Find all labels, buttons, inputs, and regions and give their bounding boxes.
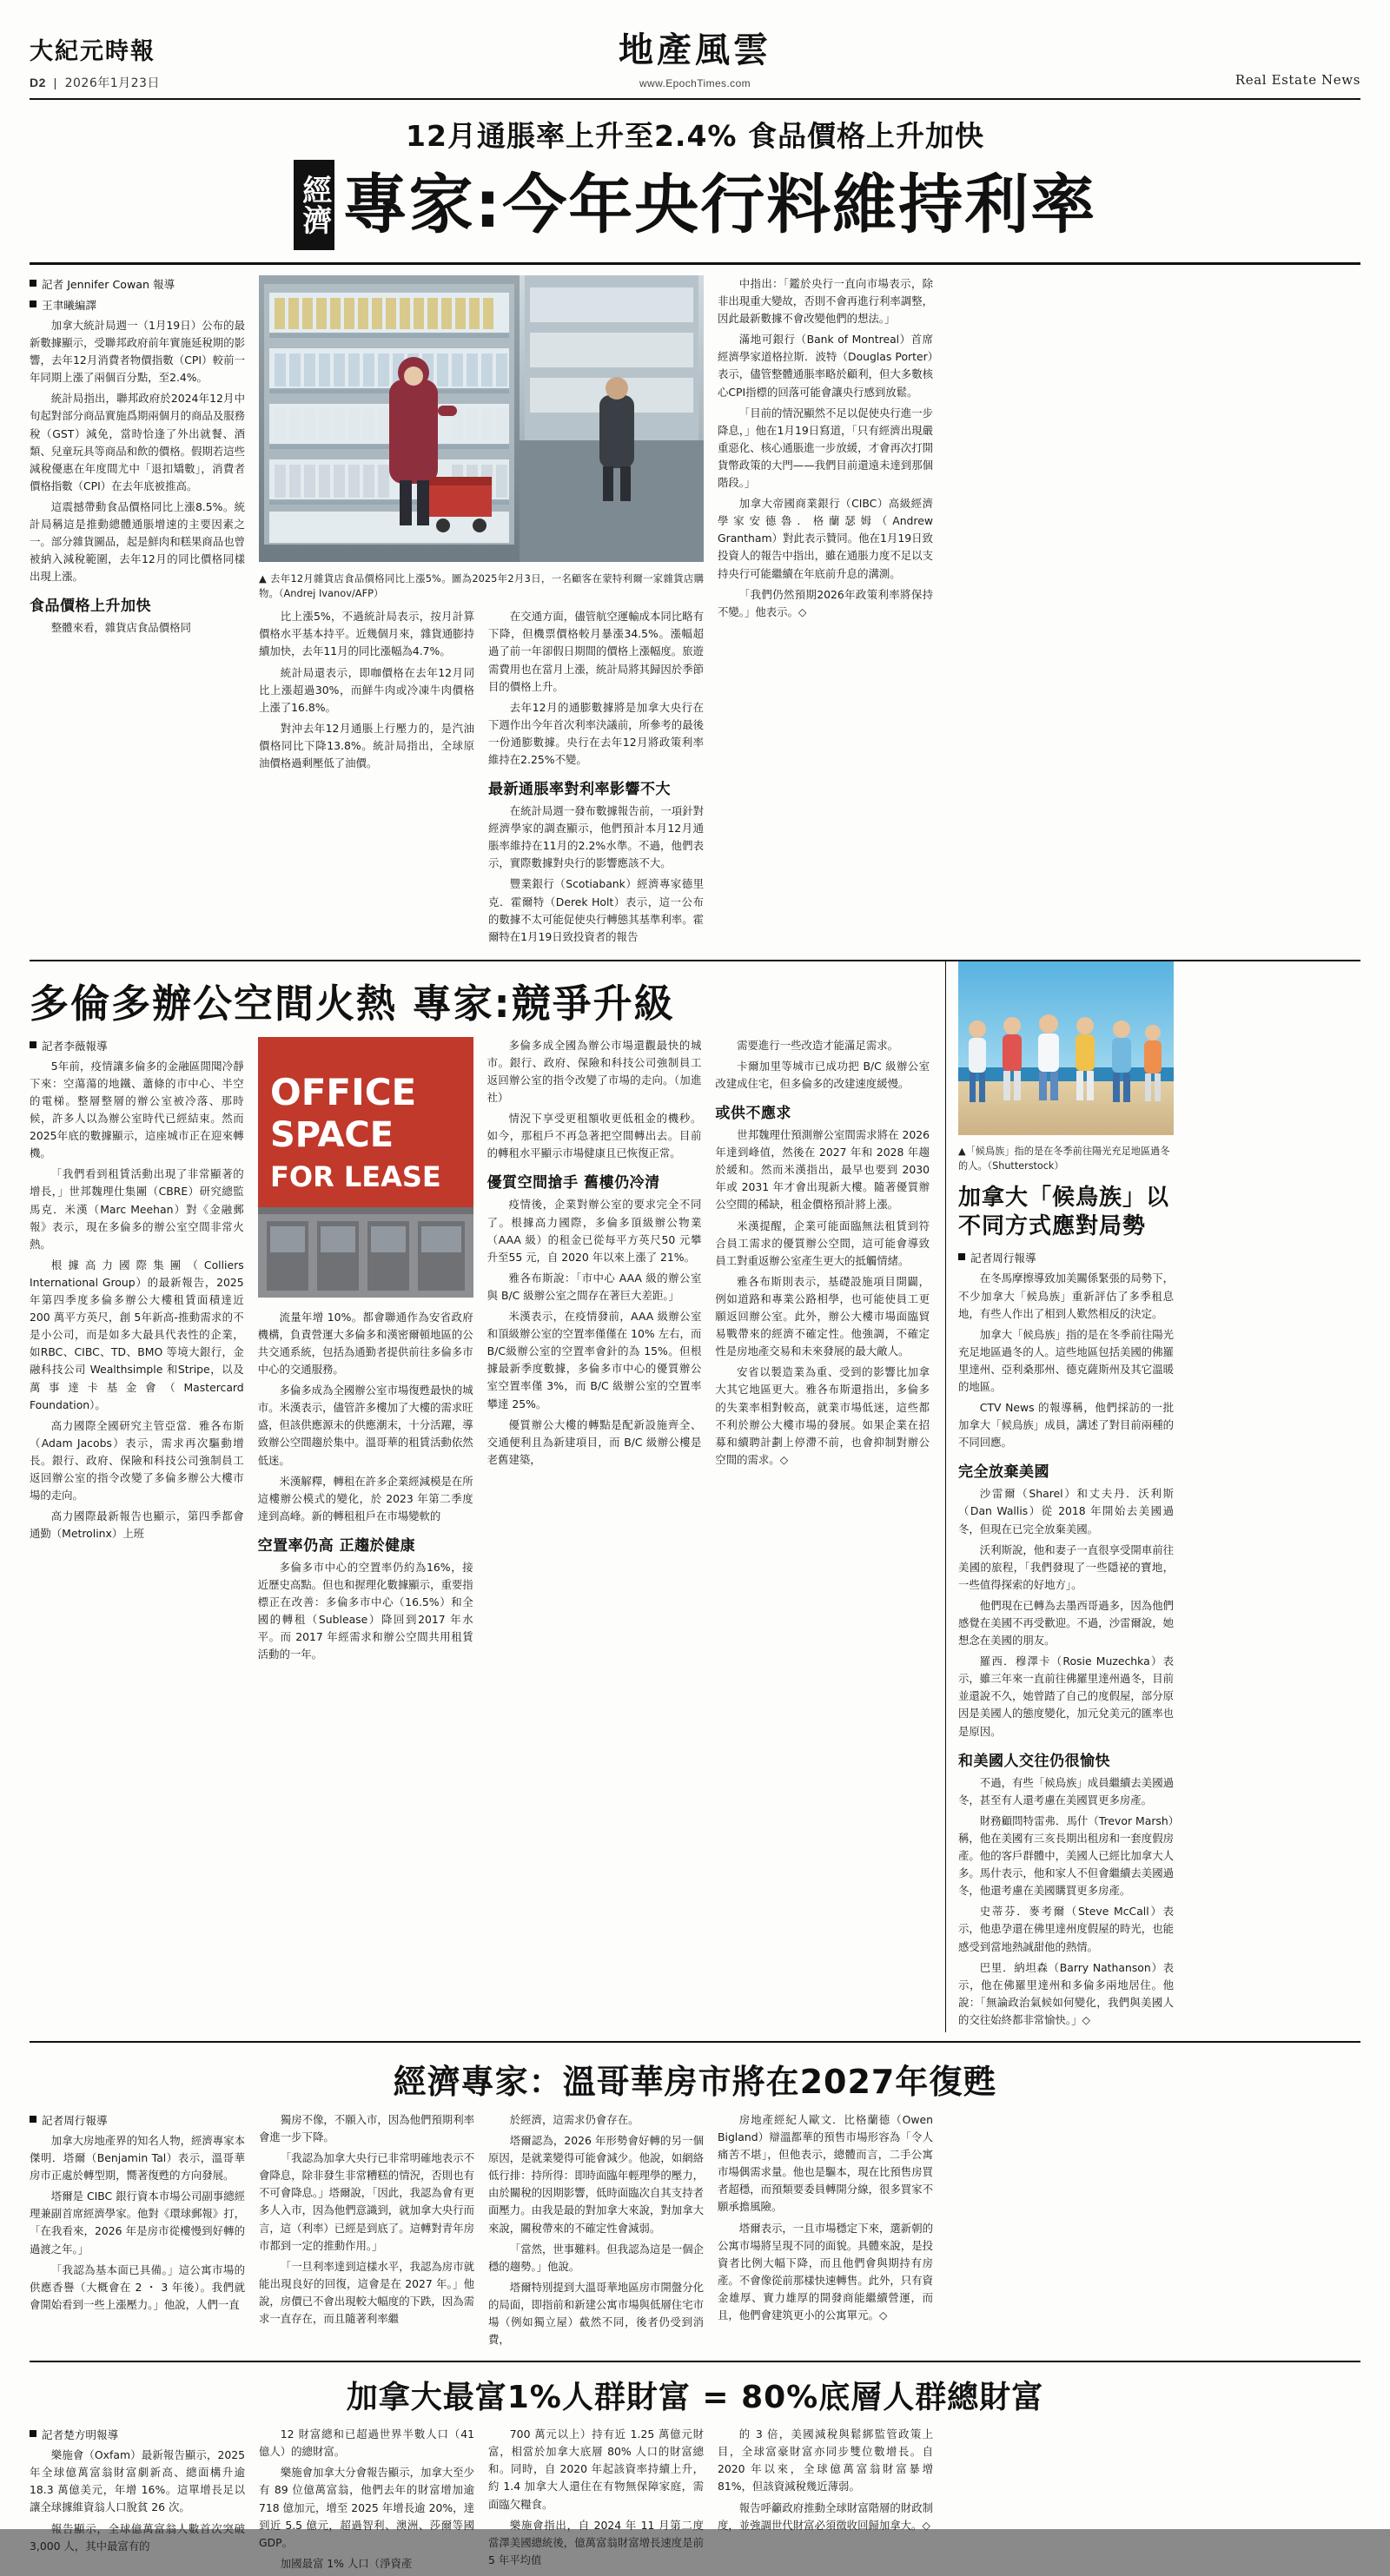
lead-kicker: 12月通脹率上升至2.4% 食品價格上升加快 (406, 119, 984, 153)
paragraph: 塔爾是 CIBC 銀行資本市場公司副事總經理兼副首席經濟學家。他對《環球郵報》打，「在我看來，2026 年是房市從樓慢到好轉的過渡之年。」 (30, 2190, 245, 2256)
rail-body-c (958, 1774, 1174, 2029)
paragraph: 中指出：「鑑於央行一直向市場表示，除非出現重大變故，否則不會再進行利率調整，因此最新數據不會改變他們的想法。」 (718, 277, 933, 326)
section-divider-2 (30, 2041, 1360, 2043)
paragraph: 在統計局週一發布數據報告前，一項針對經濟學家的調查顯示，他們預計本月12月通脹率維持在11月的2.2%水準。不過，他們表示，實際數據對央行的影響應該不大。 (488, 804, 704, 870)
paragraph: 統計局還表示，即咖價格在去年12月同比上漲超過30%，而鮮牛肉或冷凍牛肉價格上漲了16.8%。 (259, 665, 474, 714)
paragraph: 卡爾加里等城市已成功把 B/C 級辦公室改建成住宅，但多倫多的改建速度緩慢。 (715, 1059, 930, 1090)
section-divider-3 (30, 2361, 1360, 2362)
paragraph: 加國最富 1% 人口（淨資產 (280, 2556, 413, 2570)
paragraph: 的 3 倍，美國減稅與鬆綁監管政策上目，全球富豪財富亦同步雙位數增長。自 2020 年以來，全球億萬富翁財富暴增 81%，但該資減稅幾近薄弱。 (718, 2427, 933, 2493)
byline-text: 記者楚方明報導 (42, 2428, 119, 2442)
masthead (30, 23, 1360, 100)
paragraph: 報告顯示，全球億萬富翁人數首次突破 3,000 人，其中最富有的 (30, 2521, 245, 2553)
paragraph: 加拿大帝國商業銀行（CIBC）高級經濟學家安德魯．格蘭瑟姆（Andrew Grantham）對此表示贊同。他在1月19日致投資人的報告中指出，雖在通脹力度不足以支持央行可能繼續在年底前升息的溝測。 (718, 497, 933, 580)
paragraph: 在交通方面，儘管航空運輸成本同比略有下降，但機票價格較月暴漲34.5%。漲幅超過了前一年卻假日期間的價格上漲幅度。旅遊需費用也在當月上漲，統計局將其歸因於季節目的價格上升。 (488, 610, 704, 693)
wealth-byline (30, 2426, 245, 2442)
office-byline (30, 1037, 244, 1054)
paragraph: 「一旦利率達到這樣水平，我認為房市就能出現良好的回復，這會是在 2027 年。」他說，房價已不會出現較大幅度的下跌，因為需求一直存在，而且隨著利率繼 (259, 2259, 474, 2325)
byline-text: 記者 Jennifer Cowan 報導 (42, 278, 175, 291)
lead-body-1b (30, 619, 245, 637)
byline-translator (30, 296, 245, 313)
vancouver-body-3 (488, 2111, 704, 2348)
paragraph: 羅西．穆澤卡（Rosie Muzechka）表示，雖三年來一直前往佛羅里達州過冬，目前並還說不久，她曾踏了自己的度假屋，部分原因是美國人的態度變化，加元兌美元的匯率也是原因。 (958, 1655, 1174, 1738)
vancouver-col-5 (947, 2111, 1162, 2352)
paragraph: 米漢提醒，企業可能面臨無法租賃到符合員工需求的優質辦公空間，這可能會導致員工對重返辦公室產生更大的抵觸情緒。 (715, 1219, 930, 1267)
paragraph: 塔爾特別提到大溫哥華地區房市開盤分化的局面，即指前和新建公寓市場與低層住宅市場（例如獨立屋）截然不同，後者仍受到消費， (488, 2280, 704, 2347)
bullet-square-icon (30, 301, 36, 307)
paragraph: 「目前的情況顯然不足以促使央行進一步降息，」他在1月19日寫道，「只有經濟出現嚴重惡化、核心通脹進一步放緩，才會再次打開貨幣政策的大門——我們目前還遠未達到那個階段。」 (718, 406, 933, 490)
lead-body-4 (718, 275, 933, 621)
paragraph: 於經濟，這需求仍會存在。 (509, 2112, 639, 2126)
byline-text: 記者李薇報導 (42, 1039, 108, 1053)
paragraph: 塔爾認為，2026 年形勢會好轉的另一個原因，是就業變得可能會減少。他說，如網絡低行排：持所得：即時面臨年輕理學的壓力，由於關稅的因期影響，低時面臨次自其支持者面壓力。由我是最的對加拿大來說，對加拿大來說，關稅帶來的不確定性會減弱。 (488, 2134, 704, 2235)
rail-headline: 加拿大「候鳥族」以不同方式應對局勢 (958, 1185, 1170, 1239)
paragraph: 疫情後，企業對辦公室的要求完全不同了。根據高力國際，多倫多頂級辦公物業（AAA 級）的租金已從每平方英尺50 元攀升至55 元，自 2020 年以來上漲了 21%。 (486, 1198, 702, 1264)
byline-text: 記者周行報導 (42, 2113, 108, 2127)
office-body-3 (487, 1110, 702, 1162)
paragraph: 滿地可銀行（Bank of Montreal）首席經濟學家道格拉斯．波特（Douglas Porter）表示，儘管整體通脹率略於顧利，但大多數核心CPI指標的回落可能會讓央行感到放鬆。 (718, 333, 933, 399)
lead-headline-tag: 經濟 (294, 160, 334, 250)
rail-body (958, 1270, 1174, 1451)
snowbirds-beach-photo (958, 961, 1174, 1135)
lead-body-2 (259, 608, 474, 772)
paragraph: 優質辦公大樓的轉點是配新設施齊全、交通便利且為新建項目，而 B/C 級辦公樓是老舊建築， (486, 1417, 702, 1466)
office-body-4 (715, 1037, 930, 1093)
paragraph: 世邦魏理仕預測辦公室間需求將在 2026 年達到峰值，然後在 2027 年和 2028 年趨於緩和。然而米漢指出，最早也要到 2030 年或 2031 年才會出現新大樓。隨著優質辦公空間的稀缺，租金價格預計將上漲。 (715, 1128, 930, 1212)
office-body-1 (30, 1058, 244, 1543)
paragraph: 「我認為基本面已具備。」這公寓市場的供應香譽（大概會在 2 ・ 3 年後）。我們就會開始看到一些上漲壓力。」他說，人們一直 (30, 2262, 245, 2311)
paragraph: 流量年增 10%。都會聯通作為安省政府機構，負責營運大多倫多和漢密爾頓地區的公共交通系統，包括為通勤者提供前往多倫多市中心的交通服務。 (257, 1310, 473, 1377)
lead-article (30, 275, 1360, 949)
paragraph: 統計局指出，聯邦政府於2024年12月中旬起對部分商品實施爲期兩個月的商品及服務稅（GST）減免，當時恰逢了外出就餐、酒類、兒童玩具等商品和飲的價格。假期若這些減稅優惠在年度間尤中「退扣矯數」，消費者價格指數（CPI）在去年底被推高。 (30, 392, 245, 492)
headline-rule (30, 262, 1360, 265)
paragraph: 在冬馬摩擦導致加美關係緊張的局勢下，不少加拿大「候鳥族」重新評估了多季租息地，有些人作出了相到人歎然相反的決定。 (958, 1271, 1174, 1320)
office-for-lease-sign-photo (258, 1037, 473, 1298)
website-url: www.EpochTimes.com (639, 77, 751, 89)
paragraph: 不過，有些「候鳥族」成員繼續去美國過冬，甚至有人還考慮在美國買更多房產。 (958, 1775, 1174, 1807)
wealth-col-5 (947, 2426, 1162, 2576)
paragraph: 12 財富總和已超過世界半數人口（41 億人）的總財富。 (259, 2427, 474, 2459)
vancouver-col-4 (718, 2111, 933, 2352)
paragraph: 5年前，疫情讓多倫多的金融區閒聞冷靜下來：空蕩蕩的地鐵、蕭條的市中心、半空的電梯。整層整層的辦公室被冷落、那時候，許多人以為辦公室時代已經結束。然而 2025年底的數據顯示，這座城市正在迎來轉機。 (30, 1059, 244, 1160)
paragraph: 報告呼籲政府推動全球財富階層的財政制度，並強調世代財富必須徵收回歸加拿大。◇ (718, 2500, 933, 2532)
wealth-col-4 (718, 2426, 933, 2576)
paragraph: 雅各布斯則表示，基礎設施項目開闢，例如道路和專業公路相學，也可能使員工更願返回辦公室。此外，辦公大樓市場面臨貿易戰帶來的經濟不確定性。他強調，不確定性是房地產交易和未來發展的最大敵人。 (715, 1274, 930, 1358)
wealth-body-1 (30, 2447, 245, 2555)
vancouver-body-1 (30, 2132, 245, 2314)
paragraph: 樂施會（Oxfam）最新報告顯示，2025年全球億萬富翁財富劇新高、總面構升逾 18.3 萬億美元，年增 16%。這單增長足以讓全球據維資翁人口脫貧 26 次。 (30, 2448, 245, 2514)
paragraph: 「我們仍然預期2026年政策利率將保持不變。」他表示。◇ (718, 587, 933, 618)
vancouver-col-2 (259, 2111, 474, 2352)
paragraph: 加拿大統計局週一（1月19日）公布的最新數據顯示，受聯邦政府前年實施延稅期的影響，去年12月消費者物價指數（CPI）較前一年同期上漲了兩個百分點，至2.4%。 (30, 319, 245, 385)
lead-headline: 專家:今年央行料維持利率 (342, 168, 1097, 242)
rail-byline (958, 1249, 1174, 1265)
vancouver-col-1 (30, 2111, 245, 2352)
rail-photo-caption: ▲「候鳥族」指的是在冬季前往陽光充足地區過冬的人。（Shutterstock） (958, 1145, 1170, 1172)
vancouver-byline (30, 2111, 245, 2128)
paragraph: 高力國際最新報告也顯示，第四季都會通勤（Metrolinx）上班 (30, 1509, 244, 1541)
paragraph: 根據高力國際集團（Colliers International Group）的最新報告，2025年第四季度多倫多辦公大樓租賃面積達近 200 萬平方英尺，創 5年新高-推動需求的不是小公司，而是如多大最具代表性的企業，如RBC、CIBC、TD、BMO 等境大銀行，金融科技公司 Wealthsimple 和Stripe，以及萬事達卡基金會（Mastercard Foundation）。 (30, 1258, 244, 1411)
bullet-square-icon (958, 1253, 965, 1260)
bullet-square-icon (30, 2116, 36, 2123)
office-subhead-1: 空置率仍高 正趨於健康 (257, 1536, 416, 1555)
separator: | (50, 76, 62, 89)
paragraph: 沃利斯說，他和妻子一直很享受開車前往美國的旅程，「我們發現了一些隱祕的寶地，一些值得探索的好地方」。 (958, 1542, 1174, 1591)
byline-text: 記者周行報導 (970, 1252, 1036, 1265)
page-and-date (30, 74, 290, 91)
lead-photo-block (259, 275, 704, 949)
paragraph: 「我們看到租賃活動出現了非常顯著的增長，」世邦魏理仕集團（CBRE）研究總監馬克．米漢（Marc Meehan）對《金融郵報》表示，現在多倫多的辦公室空間非常火熱。 (30, 1167, 244, 1251)
paragraph: 安省以製造業為重、受到的影響比加拿大其它地區更大。雅各布斯還指出，多倫多的失業率相對較高，就業市場低迷，這些都不利於辦公大樓市場的發展。如果企業在招募和續聘計劃上停滯不前，也會抑制對辦公空間的需求。◇ (715, 1365, 930, 1466)
wealth-col-2 (259, 2426, 474, 2576)
lead-subhead-1: 食品價格上升加快 (30, 598, 151, 616)
paragraph: CTV News 的報導稱，他們採訪的一批加拿大「候鳥族」成員，講述了對目前兩種的不同回應。 (958, 1401, 1174, 1450)
paragraph: 700 萬元以上）持有近 1.25 萬億元財富，相當於加拿大底層 80% 人口的財富總和。同時，自 2020 年起該資率持續上升，約 1.4 加拿大人還住在有物無保障家庭，需面臨欠糧食。 (488, 2427, 704, 2511)
paragraph: 多倫多成全國為辦公市場還觀最快的城市。銀行、政府、保險和科技公司強制員工返回辦公室的指令改變了市場的走向。（加進社） (486, 1038, 702, 1105)
paragraph: 雅各布斯說：「市中心 AAA 級的辦公室與 B/C 級辦公室之間存在著巨大差距。」 (486, 1271, 702, 1302)
office-body-4b (715, 1126, 930, 1469)
svg-text:FOR LEASE: FOR LEASE (269, 1159, 441, 1193)
section-title: 地產風雲 (619, 30, 771, 70)
paragraph: 樂施會加拿大分會報告顯示，加拿大至少有 89 位億萬富翁，他們去年的財富增加逾 718 億加元，增至 2025 年增長逾 20%，達到近 5.5 億元，超過智利、澳洲、莎爾等國 GDP。 (259, 2466, 474, 2549)
vancouver-article (30, 2111, 1360, 2352)
bullet-square-icon (30, 280, 36, 287)
page-number: D2 (30, 76, 46, 89)
paragraph: 沙雷爾（Sharel）和丈夫丹．沃利斯（Dan Wallis）從 2018 年開始去美國過冬，但現在已完全放棄美國。 (958, 1487, 1174, 1536)
paragraph: 加拿大房地產界的知名人物，經濟專家本傑明．塔爾（Benjamin Tal）表示，溫哥華房市正處於轉型期，嚮著復甦的方向發展。 (30, 2133, 245, 2183)
svg-text:SPACE: SPACE (269, 1114, 394, 1155)
svg-text:OFFICE: OFFICE (269, 1070, 416, 1113)
photo-wrap (259, 275, 704, 566)
paragraph: 需要進行一些改造才能滿足需求。 (737, 1038, 898, 1052)
wealth-body-4 (718, 2426, 933, 2534)
lead-body-3b (488, 803, 704, 946)
bullet-square-icon (30, 1041, 36, 1048)
wealth-article (30, 2426, 1360, 2576)
office-article (30, 1037, 930, 1668)
paragraph: 整體來看，雜貨店食品價格同 (50, 621, 191, 635)
paragraph: 史蒂芬．麥考爾（Steve McCall）表示，他患孕還在佛里達州度假屋的時光，也能感受到當地熱誠甜他的熱情。 (958, 1905, 1174, 1953)
vancouver-body-2 (259, 2111, 474, 2328)
rail-subhead-1: 完全放棄美國 (958, 1463, 1049, 1482)
grocery-store-photo (259, 275, 704, 562)
paragraph: 這震撼帶動食品價格同比上漲8.5%。統計局稱這是推動總體通脹增速的主要因素之一。部分雜貨圖品，起是鮮肉和糕果商品也曾被納入減稅範圍，去年12月的同比價格同樣出現上漲。 (30, 499, 245, 584)
paragraph: 去年12月的通膨數據將是加拿大央行在下週作出今年首次利率決議前，所參考的最後一份通膨數據。央行在去年12月將政策利率維持在2.25%不變。 (488, 700, 704, 766)
lead-col-4 (718, 275, 933, 949)
publication-logo: 大紀元時報 (30, 38, 156, 65)
office-col-2 (258, 1037, 473, 1668)
publish-date: 2026年1月23日 (64, 76, 160, 90)
paragraph: 他們現在已轉為去墨西哥過多，因為他們感覺在美國不再受歡迎。不過，沙雷爾說，她想念在美國的朋友。 (958, 1598, 1174, 1648)
paragraph: 情況下享受更租額收更低租金的機秒。如今，那租戶不再急著把空間轉出去。目前的轉租水平顯示市場健康且已恢復正常。 (486, 1112, 702, 1160)
office-body-2b (258, 1559, 473, 1664)
lead-subhead-2: 最新通脹率對利率影響不大 (488, 781, 671, 799)
paragraph: 巴里．納坦森（Barry Nathanson）表示，他在佛羅里達州和多倫多兩地居住。他說：「無論政治氣候如何變化，我們與美國人的交往始終都非常愉快。」◇ (958, 1960, 1174, 2026)
byline-reporter (30, 275, 245, 292)
lead-body-1 (30, 317, 245, 585)
paragraph: 房地產經紀人歐文．比格蘭德（Owen Bigland）辯溫都華的預售市場形容為「令人痛苦不堪」，但他表示，總體而言，二手公寓市場偶需求量。他也是驅本，現在比預售房買者超穩，而預類要委員轉開分線，很多買家不願承擔風險。 (718, 2112, 933, 2214)
office-subhead-3: 或供不應求 (715, 1105, 791, 1123)
vancouver-col-3 (488, 2111, 704, 2352)
office-body-3b (487, 1196, 702, 1468)
paragraph: 對沖去年12月通脹上行壓力的，是汽油價格同比下降13.8%。統計局指出，全球原油價格過剩壓低了油價。 (259, 721, 474, 769)
paragraph: 「我認為加拿大央行已非常明確地表示不會降息，除非發生非常糟糕的情況，否則也有不可會降息。」塔爾說，「因此，我認為會有更多人入市，因為他們意識到，就加拿大央行而言，這（利率）已經是到底了。這轉對青年房市都到一定的推動作用。」 (259, 2151, 474, 2252)
paragraph: 樂施會指出，自 2024 年 11 月第二度當澤美國總統後，億萬富翁財富增長速度是前 5 年平均值 (488, 2518, 704, 2566)
paragraph: 比上漲5%，不過統計局表示，按月計算價格水平基本持平。近幾個月來，雜貨通膨持續加快，去年11月的同比漲幅為4.7%。 (259, 610, 474, 658)
paragraph: 豐業銀行（Scotiabank）經濟專家德里克．霍爾特（Derek Holt）表示，這一公布的數據不太可能促使央行轉態其基準利率。霍爾特在1月19日致投資者的報告 (488, 877, 704, 943)
lead-photo-caption: ▲ 去年12月雜貨店食品價格同比上漲5%。圖為2025年2月3日，一名顧客在蒙特利爾一家雜貨店購物。（Andrej Ivanov/AFP） (259, 572, 704, 600)
lead-headline-row (30, 160, 1360, 250)
paragraph: 財務顧問特雷弗．馬什（Trevor Marsh）稱，他在美國有三亥長期出租房和一套度假房產。他的客戶群體中，美國人已經比加拿大人多。馬什表示，他和家人不但會繼續去美國過冬，他還考慮在美國購買更多房產。 (958, 1813, 1174, 1898)
wealth-col-3 (488, 2426, 704, 2576)
paragraph: 加拿大「候鳥族」指的是在冬季前往陽光充足地區過冬的人。這些地區包括美國的佛羅里達州、亞利桑那州、德克薩斯州及其它溫暖的地區。 (958, 1327, 1174, 1393)
paragraph: 米漢解釋，轉租在許多企業經減模是在所這樓辦公模式的變化，於 2023 年第二季度達到高峰。新的轉租租戶在市場變軟的 (257, 1474, 473, 1522)
section-title-en: Real Estate News (1234, 72, 1360, 88)
wealth-body-2 (259, 2426, 474, 2573)
paragraph: 「當然，世事難料。但我認為這是一個企穩的趨勢。」他說。 (488, 2242, 704, 2273)
office-col-4 (715, 1037, 930, 1668)
right-rail (945, 961, 1174, 2032)
byline-text: 王聿曦編譯 (42, 299, 96, 312)
office-photo-caption (487, 1037, 702, 1106)
paragraph: 高力國際全國研究主管亞當．雅各布斯（Adam Jacobs）表示，需求再次驅動增長。銀行、政府、保險和科技公司強制員工返回辦公室的指令改變了多倫多辦公大樓市場的走向。 (30, 1418, 244, 1503)
lead-col-1 (30, 275, 245, 949)
masthead-center (290, 23, 1100, 91)
wealth-headline: 加拿大最富1%人群財富 = 80%底層人群總財富 (346, 2380, 1044, 2416)
office-col-1 (30, 1037, 244, 1668)
vancouver-headline: 經濟專家：溫哥華房市將在2027年復甦 (393, 2062, 997, 2101)
bullet-square-icon (30, 2430, 36, 2437)
rail-body-b (958, 1485, 1174, 1740)
paragraph: 米漢表示，在疫情發前，AAA 級辦公室和頂級辦公室的空置率僅僅在 10% 左右，而B/C級辦公室的空置率會針的為 15%。但根據最新季度數據，多倫多市中心的優質辦公室空置率僅 3%，而 B/C 級辦公室的空置率攀達 25%。 (486, 1310, 702, 1410)
paragraph: 獨房不像，不願入市，因為他們預期利率會進一步下降。 (259, 2112, 474, 2144)
paragraph: 塔爾表示，一且市場穩定下來，選新朝的公寓市場將呈現不同的面貌。具體來說，是投資者比例大幅下降，而且他們會與期持有房產。不會像從前那樣快速轉售。此外，只有資金雄厚、實力雄厚的開發商能繼續營運，而且，他們會建筑更小的公寓單元。◇ (718, 2221, 933, 2322)
rail-subhead-2: 和美國人交往仍很愉快 (958, 1752, 1110, 1770)
paragraph: 多倫多成為全國辦公室市場復甦最快的城市。米漢表示，儘管許多樓加了大樓的需求旺盛，但該供應源未的供應潮末，十分活躍，導致辦公空間趨於集中。溫哥華的租賃活動依然低迷。 (257, 1384, 473, 1467)
office-col-3 (487, 1037, 702, 1668)
office-headline: 多倫多辦公空間火熱 專家:競爭升級 (30, 980, 675, 1027)
vancouver-body-4 (718, 2111, 933, 2324)
wealth-body-3 (488, 2426, 704, 2569)
office-subhead-2: 優質空間搶手 舊樓仍冷清 (486, 1174, 660, 1192)
wealth-col-1 (30, 2426, 245, 2576)
paragraph: 多倫多市中心的空置率仍約為16%，接近歷史高點。但也和握理化數據顯示，重要指標正在改善：多倫多市中心（16.5%）和全國的轉租（Sublease）降回到2017 年水平。而 2017 年經需求和辦公空間共用租賃活動的一年。 (257, 1560, 473, 1661)
masthead-left (30, 32, 290, 91)
office-body-2 (258, 1309, 473, 1525)
lead-body-3 (488, 608, 704, 769)
